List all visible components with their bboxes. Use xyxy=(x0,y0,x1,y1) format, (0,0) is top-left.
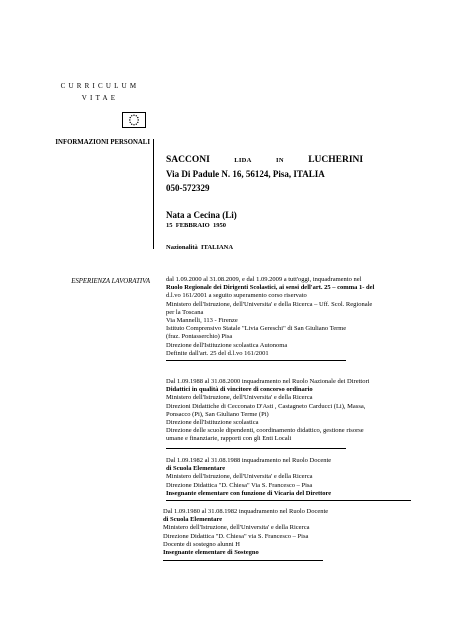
experience-block-2 xyxy=(166,378,369,444)
married-name: LUCHERINI xyxy=(308,155,364,165)
underline-exp4 xyxy=(163,560,323,561)
experience-block-3 xyxy=(166,457,331,498)
exp3-line: Ministero dell'Istruzione, dell'Universita' e della Ricerca xyxy=(166,473,313,481)
exp2-line: Direzione dell'Istituzione scolastica xyxy=(166,419,259,427)
eu-flag-icon xyxy=(122,112,146,128)
exp1-line: Direzione dell'Istituzione scolastica Autonoma xyxy=(166,341,288,349)
full-name xyxy=(166,155,426,165)
experience-block-1 xyxy=(166,276,374,358)
exp2-line: umane e finanziarie, rapporti con gli Enti Locali xyxy=(166,435,292,443)
nationality: Nazionalità ITALIANA xyxy=(166,244,234,251)
exp2-line: Didattici in qualità di vincitore di concorso ordinario xyxy=(166,386,313,394)
exp1-line: Istituto Comprensivo Statale "Livia Gereschi" di San Giuliano Terme xyxy=(166,325,347,333)
exp1-line: Ministero dell'Istruzione, dell'Universita' e della Ricerca – Uff. Scol. Regionale xyxy=(166,300,373,308)
underline-exp1 xyxy=(166,360,346,361)
exp4-line: Ministero dell'Istruzione, dell'Universita' e della Ricerca xyxy=(163,524,310,532)
exp4-line: Dal 1.09.1980 al 31.08.1982 inquadramento nel Ruolo Docente xyxy=(163,508,329,515)
exp4-line: Direzione Didattica "D. Chiesa" via S. Francesco – Pisa xyxy=(163,532,309,540)
cv-title-line1: CURRICULUM xyxy=(60,82,140,90)
experience-block-4 xyxy=(163,508,328,557)
exp2-line: Direzioni Didattiche di Cecconato D'Asti , Castagneto Carducci (Li), Massa, xyxy=(166,402,366,410)
exp2-line: Ponsacco (Pi), San Giuliano Terme (Pi) xyxy=(166,410,269,418)
exp3-line: Direzione Didattica "D. Chiesa" Via S. Francesco – Pisa xyxy=(166,481,313,489)
phone: 050-572329 xyxy=(166,183,210,193)
exp1-line: Definite dall'art. 25 del d.l.vo 161/2001 xyxy=(166,349,269,357)
address: Via Di Padule N. 16, 56124, Pisa, ITALIA xyxy=(166,169,325,179)
surname: SACCONI xyxy=(166,155,210,165)
exp2-line: Ministero dell'Istruzione, dell'Universita' e della Ricerca xyxy=(166,394,313,402)
underline-exp3 xyxy=(166,500,411,501)
work-experience-label: ESPERIENZA LAVORATIVA xyxy=(71,278,150,285)
in-word: IN xyxy=(276,157,284,164)
given-name: LIDA xyxy=(234,157,252,164)
personal-info-label: INFORMAZIONI PERSONALI xyxy=(55,139,150,146)
exp1-line: per la Toscana xyxy=(166,308,204,316)
exp4-line: di Scuola Elementare xyxy=(163,516,223,524)
exp3-line: di Scuola Elementare xyxy=(166,465,226,473)
cv-title-line2: VITAE xyxy=(81,94,119,102)
exp4-line: Insegnante elementare di Sostegno xyxy=(163,549,259,557)
exp2-line: Dal 1.09.1988 al 31.08.2000 inquadramento nel Ruolo Nazionale dei Direttori xyxy=(166,378,370,385)
exp1-line: d.l.vo 161/2001 a seguito superamento corso riservato xyxy=(166,292,307,300)
exp1-line: (fraz. Pontasserchio) Pisa xyxy=(166,333,233,341)
section-divider xyxy=(153,139,154,249)
exp1-line: dal 1.09.2000 al 31.08.2009, e dal 1.09.2009 a tutt'oggi, inquadramento nel xyxy=(166,276,362,283)
exp4-line: Docente di sostegno alunni H xyxy=(163,540,240,548)
birth-date: 15 FEBBRAIO 1950 xyxy=(166,222,226,229)
exp3-line: Insegnante elementare con funzione di Vicaria del Direttore xyxy=(166,489,332,497)
exp3-line: Dal 1.09.1982 al 31.08.1988 inquadramento nel Ruolo Docente xyxy=(166,457,332,464)
exp1-line: Via Mannelli, 113 - Firenze xyxy=(166,317,238,325)
underline-exp2 xyxy=(166,448,346,449)
exp2-line: Direzione delle scuole dipendenti, coordinamento didattico, gestione risorse xyxy=(166,427,364,435)
birth-place: Nata a Cecina (Li) xyxy=(166,210,237,220)
exp1-line: Ruolo Regionale dei Dirigenti Scolastici, ai sensi dell'art. 25 – comma 1- del xyxy=(166,284,375,292)
